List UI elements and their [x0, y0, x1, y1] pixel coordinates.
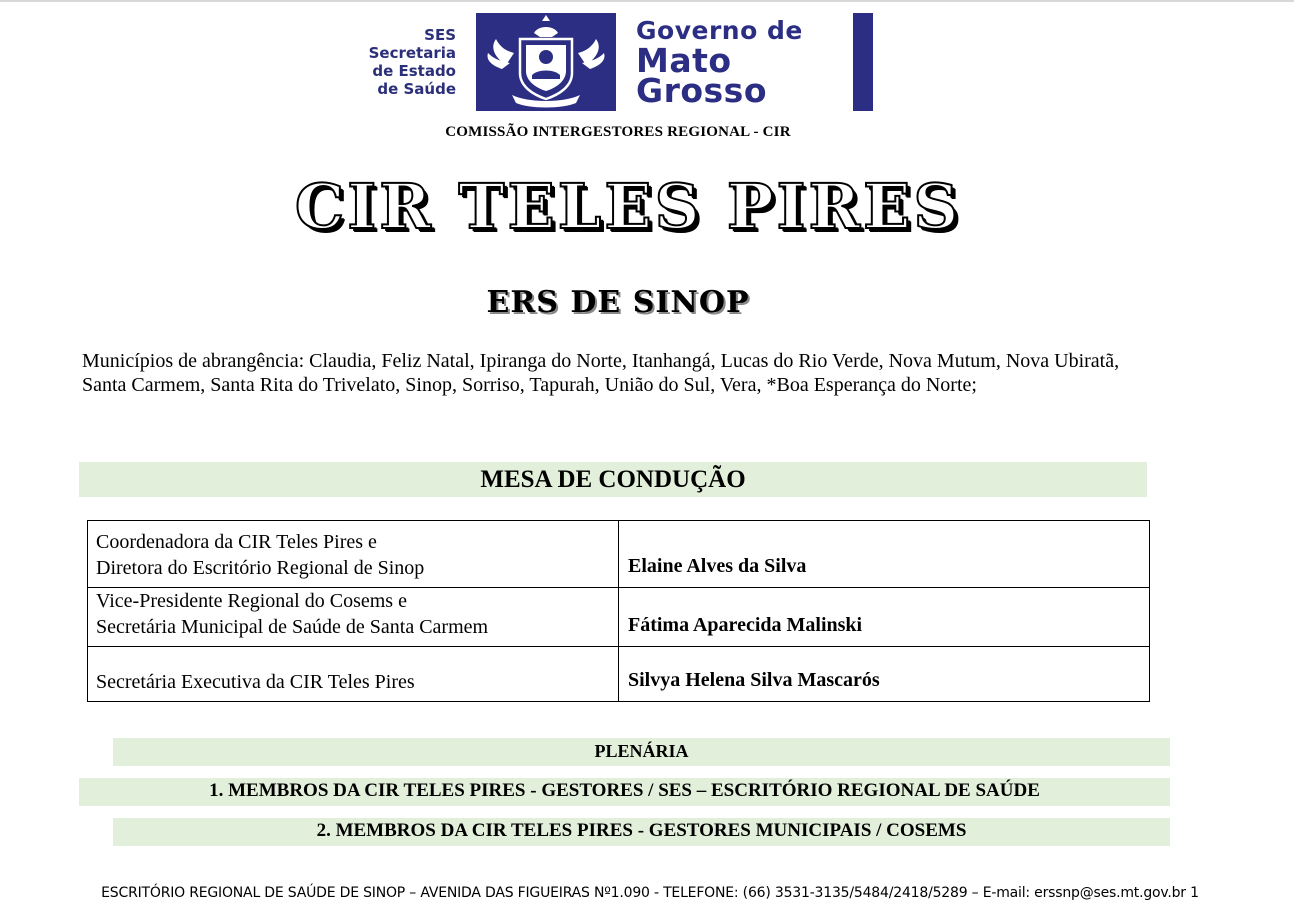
commission-heading: COMISSÃO INTERGESTORES REGIONAL - CIR [445, 124, 791, 140]
role-line: Secretária Municipal de Saúde de Santa Carmem [96, 616, 489, 638]
name-cell: Elaine Alves da Silva [619, 521, 1150, 588]
role-cell [88, 588, 619, 647]
role-line: Diretora do Escritório Regional de Sinop [96, 557, 425, 579]
gov-wordmark-line: Governo de [636, 16, 803, 45]
name-cell: Fátima Aparecida Malinski [619, 588, 1150, 647]
table-row [88, 647, 1150, 702]
mato-grosso-coat-of-arms-icon [476, 13, 616, 111]
mesa-heading: MESA DE CONDUÇÃO [79, 462, 1147, 497]
ses-line: Secretaria [368, 44, 456, 62]
role-cell [88, 647, 619, 702]
plenaria-heading: PLENÁRIA [113, 738, 1170, 766]
page-title: CIR TELES PIRES [294, 170, 962, 243]
gov-wordmark-line: Mato [636, 41, 732, 80]
government-wordmark [636, 16, 846, 110]
membros-municipais-heading: 2. MEMBROS DA CIR TELES PIRES - GESTORES MUNICIPAIS / COSEMS [113, 818, 1170, 846]
role-line: Coordenadora da CIR Teles Pires e [96, 531, 377, 553]
ses-line: de Saúde [377, 80, 456, 98]
role-cell [88, 521, 619, 588]
membros-ses-heading: 1. MEMBROS DA CIR TELES PIRES - GESTORES / SES – ESCRITÓRIO REGIONAL DE SAÚDE [79, 778, 1170, 806]
page-footer: ESCRITÓRIO REGIONAL DE SAÚDE DE SINOP – AVENIDA DAS FIGUEIRAS Nº1.090 - TELEFONE: (66) 3531-3135/5484/2418/5289 – E-mail: erssnp@ses.mt.gov.br 1 [101, 885, 1199, 901]
name-cell: Silvya Helena Silva Mascarós [619, 647, 1150, 702]
role-line: Vice-Presidente Regional do Cosems e [96, 590, 407, 612]
municipalities-paragraph: Municípios de abrangência: Claudia, Feliz Natal, Ipiranga do Norte, Itanhangá, Lucas do Rio Verde, Nova Mutum, Nova Ubiratã, Santa Carmem, Santa Rita do Trivelato, Sinop, Sorriso, Tapurah, União do Sul, Vera, *Boa Esperança do Norte; [82, 350, 1120, 396]
gov-wordmark-line: Grosso [636, 71, 767, 110]
ses-line: SES [424, 26, 456, 44]
mesa-table [87, 520, 1150, 702]
brand-bar [853, 13, 873, 111]
role-line: Secretária Executiva da CIR Teles Pires [96, 671, 415, 693]
ses-label [340, 26, 456, 98]
table-row [88, 521, 1150, 588]
ses-line: de Estado [372, 62, 456, 80]
page-subtitle: ERS DE SINOP [486, 285, 750, 320]
top-divider [0, 0, 1294, 2]
table-row [88, 588, 1150, 647]
